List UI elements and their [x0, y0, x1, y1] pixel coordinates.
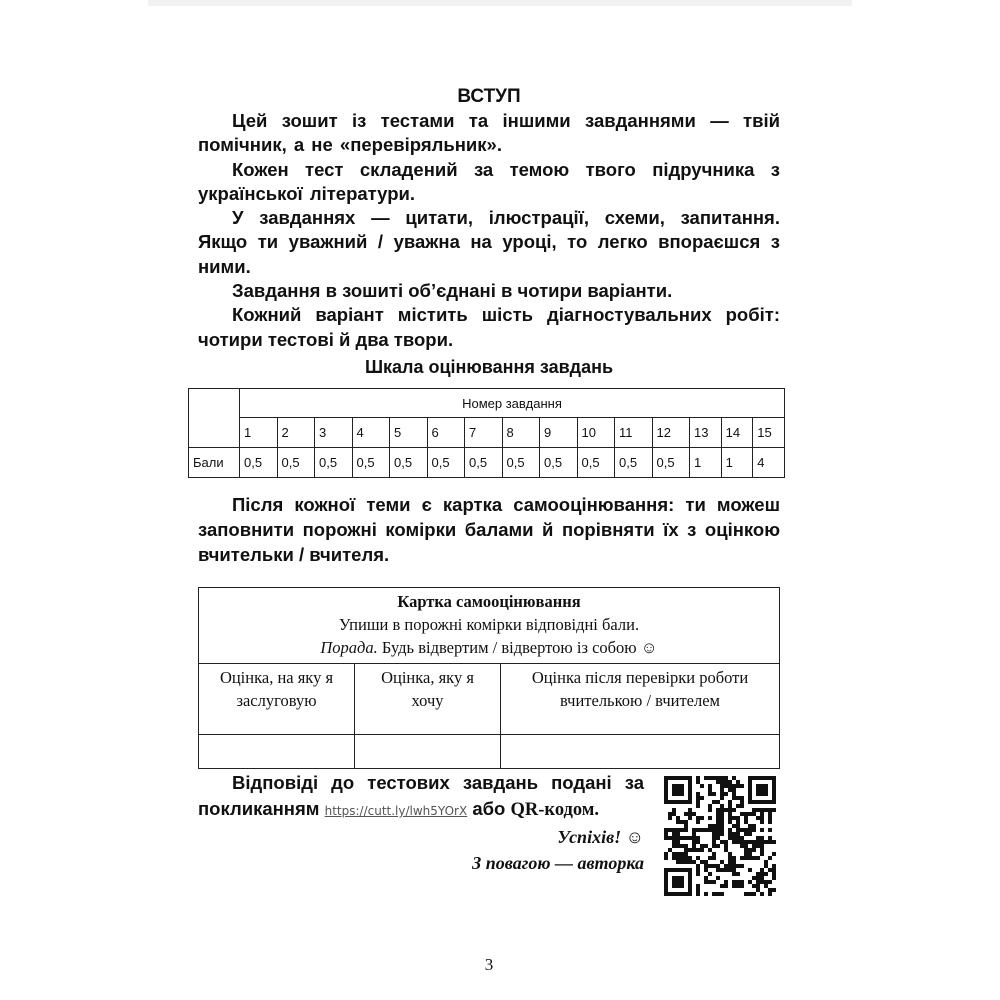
card-header-row: [199, 588, 780, 664]
answers-line: Відповіді до тестових завдань подані за: [232, 772, 644, 793]
score-cell: 0,5: [240, 448, 278, 478]
task-number-cell: 10: [577, 418, 615, 448]
card-column-label: Оцінка після перевірки роботи вчителькою / вчителем: [531, 668, 749, 710]
task-number-cell: 8: [502, 418, 540, 448]
intro-paragraph: У завданнях — цитати, ілюстрації, схеми, запитання. Якщо ти уважний / уважна на уроці, то легко впораєшся з ними.: [198, 207, 780, 277]
card-tip-text: Будь відвертим / відвертою із собою ☺: [377, 638, 658, 657]
signature: З повагою — авторка: [472, 853, 644, 873]
intro-text: [198, 109, 780, 352]
task-number-cell: 12: [652, 418, 690, 448]
empty-cell-teacher[interactable]: [501, 735, 780, 769]
intro-paragraph: Завдання в зошиті об’єднані в чотири варіанти.: [232, 280, 673, 302]
scale-title: Шкала оцінювання завдань: [364, 357, 614, 377]
task-number-cell: 11: [615, 418, 653, 448]
after-paragraph: Після кожної теми є картка самооцінювання: ти можеш заповнити порожні комірки балами й порівняти їх з оцінкою вчительки / вчителя.: [198, 494, 780, 565]
answers-text: покликанням: [198, 798, 325, 819]
task-number-cell: 2: [277, 418, 315, 448]
table-header-row: [189, 389, 785, 418]
page: [193, 0, 780, 1000]
score-cell: 0,5: [615, 448, 653, 478]
score-cell: 1: [721, 448, 753, 478]
score-cell: 0,5: [277, 448, 315, 478]
card-instruction: Упиши в порожні комірки відповідні бали.: [338, 615, 640, 634]
score-cell: 0,5: [465, 448, 503, 478]
intro-paragraph: Цей зошит із тестами та іншими завданнями — твій помічник, а не «перевіряльник».: [198, 110, 780, 156]
card-tip: [199, 636, 779, 659]
intro-paragraph: Кожен тест складений за темою твого підручника з української літератури.: [198, 158, 780, 204]
page-number: 3: [484, 955, 494, 974]
wish-text: Успіхів! ☺: [557, 827, 644, 847]
card-column-teacher: [501, 664, 780, 735]
task-number-cell: 9: [540, 418, 578, 448]
page-title: ВСТУП: [457, 86, 521, 107]
score-cell: 4: [753, 448, 785, 478]
card-columns-row: [199, 664, 780, 735]
card-column-label: Оцінка, на яку я заслуговую: [219, 668, 334, 710]
card-tip-label: Порада.: [320, 638, 378, 657]
score-cell: 0,5: [502, 448, 540, 478]
self-assessment-card: [198, 587, 780, 769]
task-number-cell: 7: [465, 418, 503, 448]
empty-cell-deserve[interactable]: [199, 735, 355, 769]
score-cell: 0,5: [540, 448, 578, 478]
score-cell: 0,5: [315, 448, 353, 478]
card-column-label: Оцінка, яку я хочу: [381, 668, 474, 710]
answers-block: [198, 770, 644, 876]
task-number-cell: 3: [315, 418, 353, 448]
task-number-cell: 1: [240, 418, 278, 448]
score-cell: 0,5: [427, 448, 465, 478]
intro-paragraph: Кожний варіант містить шість діагностувальних робіт: чотири тестові й два твори.: [198, 304, 780, 350]
score-cell: 1: [690, 448, 722, 478]
score-cell: 0,5: [390, 448, 428, 478]
task-number-cell: 13: [690, 418, 722, 448]
answers-text: або: [467, 798, 511, 819]
task-numbers-row: [189, 418, 785, 448]
answers-line: [198, 796, 644, 824]
card-empty-row: [199, 735, 780, 769]
scores-row: [189, 448, 785, 478]
qr-code-icon[interactable]: [664, 776, 776, 896]
after-text: [198, 492, 780, 567]
answers-link[interactable]: https://cutt.ly/lwh5YOrX: [324, 804, 468, 818]
task-number-cell: 15: [753, 418, 785, 448]
card-column-want: [355, 664, 501, 735]
task-number-cell: 4: [352, 418, 390, 448]
card-title: Картка самооцінювання: [397, 592, 581, 611]
score-cell: 0,5: [577, 448, 615, 478]
task-number-cell: 5: [390, 418, 428, 448]
card-column-deserve: [199, 664, 355, 735]
score-cell: 0,5: [652, 448, 690, 478]
empty-cell-want[interactable]: [355, 735, 501, 769]
scoring-scale-table: [188, 388, 785, 478]
table-header: Номер завдання: [240, 389, 785, 418]
task-number-cell: 6: [427, 418, 465, 448]
table-corner-cell: [189, 389, 240, 448]
answers-text: QR-кодом.: [510, 800, 600, 820]
card-header: [199, 588, 780, 664]
task-number-cell: 14: [721, 418, 753, 448]
score-cell: 0,5: [352, 448, 390, 478]
row-label: Бали: [189, 448, 240, 478]
